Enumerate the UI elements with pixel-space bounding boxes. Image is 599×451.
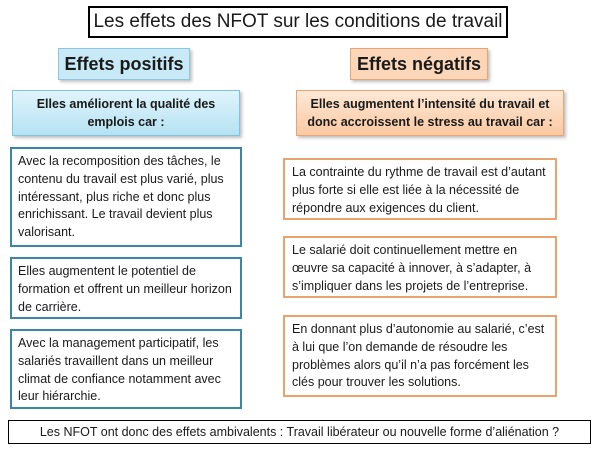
diagram-title: Les effets des NFOT sur les conditions de travail — [88, 6, 508, 38]
negative-item-work-pace: La contrainte du rythme de travail est d’autant plus forte si elle est liée à la nécessité de répondre aux exigences du client. — [283, 158, 557, 220]
negative-item-innovation-pressure: Le salarié doit continuellement mettre en œuvre sa capacité à innover, à s’adapter, à s’impliquer dans les projets de l’entreprise. — [283, 236, 557, 298]
negative-item-autonomy-burden: En donnant plus d’autonomie au salarié, c’est à lui que l’on demande de résoudre les problèmes alors qu’il n’a pas forcément les clés pour trouver les solutions. — [283, 315, 557, 397]
positive-item-task-recomposition: Avec la recomposition des tâches, le contenu du travail est plus varié, plus intéressant, plus riche et donc plus enrichissant. Le travail devient plus valorisant. — [10, 147, 242, 247]
positive-effects-heading: Effets positifs — [58, 48, 190, 80]
conclusion-box: Les NFOT ont donc des effets ambivalents : Travail libérateur ou nouvelle forme d’aliénation ? — [8, 420, 591, 444]
positive-item-training-potential: Elles augmentent le potentiel de formation et offrent un meilleur horizon de carrière. — [10, 257, 242, 319]
positive-item-participative-management: Avec la management participatif, les salariés travaillent dans un meilleur climat de confiance notamment avec leur hiérarchie. — [10, 329, 242, 409]
negative-effects-heading: Effets négatifs — [350, 48, 488, 80]
negative-effects-subheading: Elles augmentent l’intensité du travail et donc accroissent le stress au travail car : — [296, 90, 564, 136]
positive-effects-subheading: Elles améliorent la qualité des emplois car : — [12, 90, 240, 136]
